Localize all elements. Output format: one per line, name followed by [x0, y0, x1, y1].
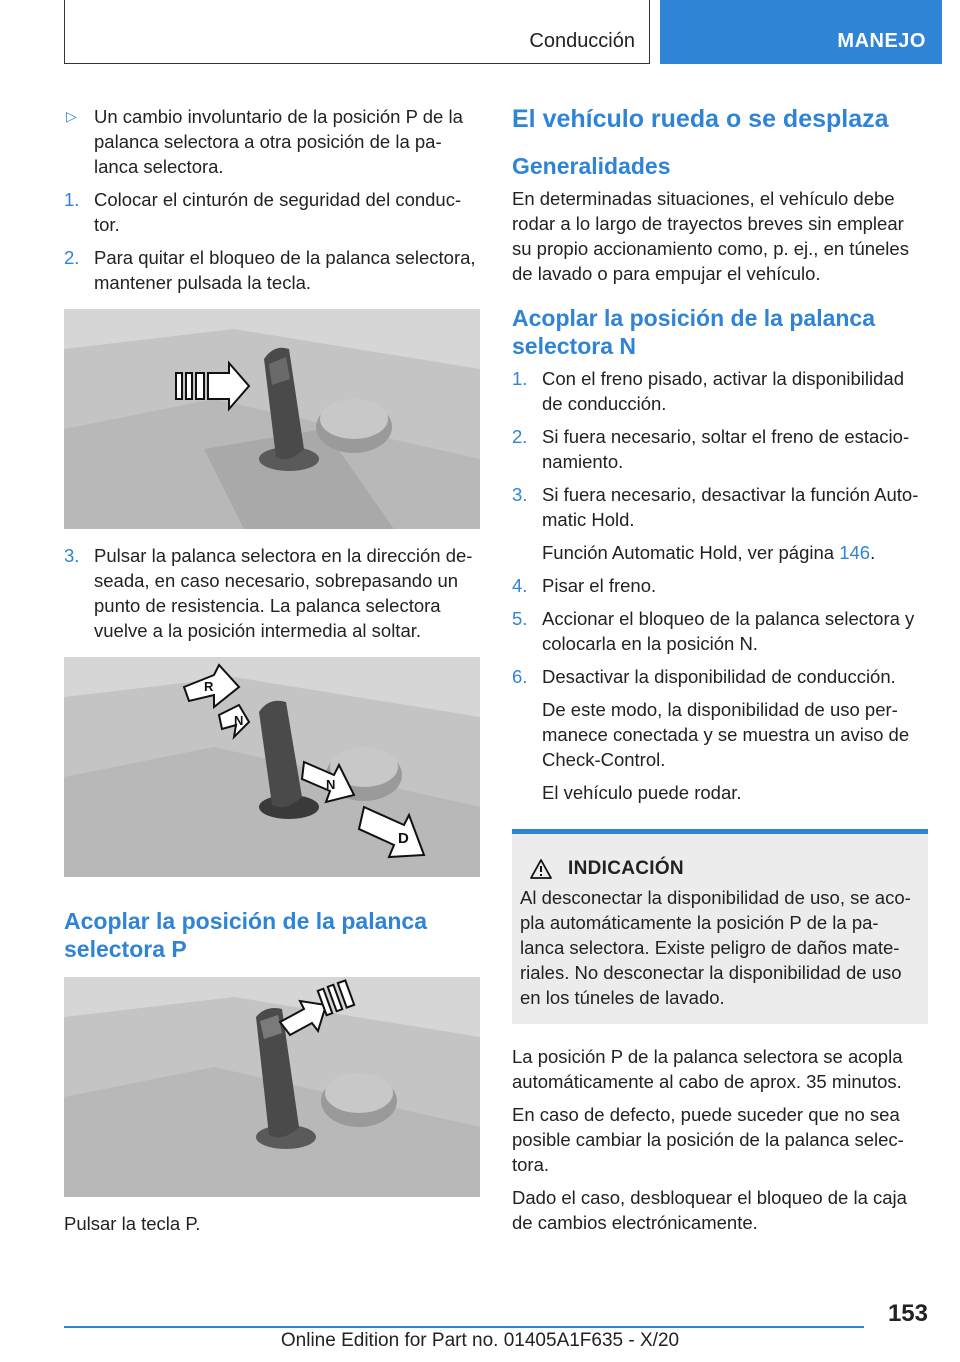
step-text: Pulsar la palanca selectora en la dirección de‐seada, en caso necesario, sobrepasando un punto de resistencia. La palanca selectora vuelve a la posición intermedia al soltar.: [94, 545, 473, 641]
step-number: 3.: [512, 484, 528, 505]
footer-divider: [64, 1326, 864, 1328]
step-text: Si fuera necesario, soltar el freno de estacio‐namiento.: [542, 426, 910, 472]
step-item: [512, 424, 928, 474]
step-number: 2.: [512, 426, 528, 447]
step-number: 4.: [512, 575, 528, 596]
gear-selector-directions-illustration: [64, 657, 480, 877]
step-note: El vehículo puede rodar.: [542, 782, 742, 803]
notice-text: Al desconectar la disponibilidad de uso, se aco‐pla automáticamente la posición P de la pa‐lanca selectora. Existe peligro de daños mate‐riales. No desconectar la disponibilidad de uso en los túneles de lavado.: [520, 887, 911, 1008]
step-text: Para quitar el bloqueo de la palanca selectora, mantener pulsada la tecla.: [94, 247, 476, 293]
left-column: [64, 104, 480, 1244]
triangle-bullet-icon: ▷: [66, 108, 77, 124]
subsection-heading-general: Generalidades: [512, 153, 671, 179]
bullet-text: Un cambio involuntario de la posición P de la palanca selectora a otra posición de la pa‐lanca selectora.: [94, 106, 463, 177]
gear-selector-unlock-illustration: [64, 309, 480, 529]
cross-reference: Función Automatic Hold, ver página 146.: [542, 542, 876, 563]
direction-label-n: N: [326, 777, 336, 792]
step-note: De este modo, la disponibilidad de uso per‐manece conectada y se muestra un aviso de Check-Control.: [542, 699, 910, 770]
chapter-title: MANEJO: [837, 30, 926, 52]
notice-title: INDICACIÓN: [568, 858, 684, 879]
step-item: [512, 573, 928, 598]
general-paragraph: En determinadas situaciones, el vehículo debe rodar a lo largo de trayectos breves sin emplear su propio accionamiento como, p. ej., en túneles de lavado o para empujar el vehículo.: [512, 188, 909, 284]
park-button-illustration: [64, 977, 480, 1197]
step-item: [512, 482, 928, 532]
right-column: [512, 104, 928, 1243]
step-item: [64, 187, 480, 237]
direction-label-n-top: N: [234, 713, 244, 728]
step-item: [512, 606, 928, 656]
step-number: 1.: [64, 189, 80, 210]
edition-footer: Online Edition for Part no. 01405A1F635 - X/20: [280, 1330, 680, 1351]
step-number: 6.: [512, 666, 528, 687]
notice-header: [530, 856, 920, 881]
body-paragraph: La posición P de la palanca selectora se acopla automáticamente al cabo de aprox. 35 minutos.: [512, 1046, 903, 1092]
page-reference-link[interactable]: 146: [839, 542, 871, 563]
step-text: Con el freno pisado, activar la disponibilidad de conducción.: [542, 368, 904, 414]
step-text: Pisar el freno.: [542, 575, 657, 596]
step-text: Accionar el bloqueo de la palanca selectora y colocarla en la posición N.: [542, 608, 915, 654]
running-header-section: [64, 0, 650, 64]
step-text: Desactivar la disponibilidad de conducción.: [542, 666, 896, 687]
warning-triangle-icon: [530, 859, 552, 879]
bullet-item: [64, 104, 480, 179]
step-item: [512, 366, 928, 416]
step-text: Si fuera necesario, desactivar la función Auto‐matic Hold.: [542, 484, 919, 530]
step-text: Colocar el cinturón de seguridad del conduc‐tor.: [94, 189, 462, 235]
step-number: 1.: [512, 368, 528, 389]
step-item: [64, 543, 480, 643]
body-paragraph: Dado el caso, desbloquear el bloqueo de la caja de cambios electrónicamente.: [512, 1187, 907, 1233]
body-paragraph: En caso de defecto, puede suceder que no sea posible cambiar la posición de la palanca selec‐tora.: [512, 1104, 904, 1175]
section-title: Conducción: [529, 30, 635, 52]
step-item: [64, 245, 480, 295]
direction-label-r: R: [204, 679, 214, 694]
step-item: [512, 664, 928, 689]
notice-box: [512, 829, 928, 1024]
page-number: 153: [887, 1300, 928, 1327]
reference-text: Función Automatic Hold, ver página: [542, 542, 835, 563]
caption-text: Pulsar la tecla P.: [64, 1213, 201, 1234]
step-number: 3.: [64, 545, 80, 566]
step-number: 5.: [512, 608, 528, 629]
direction-label-d: D: [398, 830, 409, 847]
subsection-heading-neutral: Acoplar la posición de la palanca selectora N: [512, 305, 876, 359]
section-title-rolling: El vehículo rueda o se desplaza: [512, 105, 889, 133]
step-number: 2.: [64, 247, 80, 268]
chapter-tab[interactable]: [660, 0, 942, 64]
section-heading-park: Acoplar la posición de la palanca selectora P: [64, 908, 428, 962]
